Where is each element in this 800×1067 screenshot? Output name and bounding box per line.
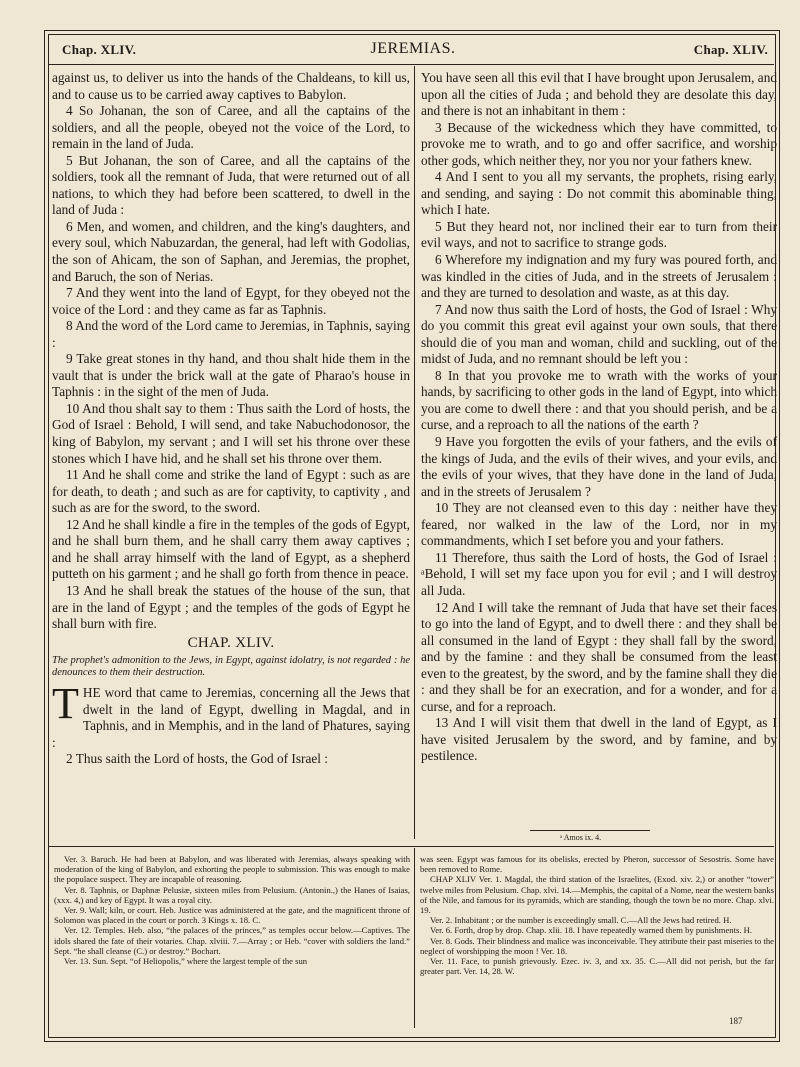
verse-paragraph: 13 And he shall break the statues of the house of the sun, that are in the land of Egypt ; and the temples of the gods of Egypt he shall burn with fire. <box>52 582 410 632</box>
footnote: was seen. Egypt was famous for its obelisks, erected by Pheron, successor of Sesostris. Some have been removed to Rome. <box>420 854 774 875</box>
verse-paragraph: 7 And they went into the land of Egypt, for they obeyed not the voice of the Lord : and they came as far as Taphnis. <box>52 285 410 317</box>
verse-paragraph: 10 And thou shalt say to them : Thus saith the Lord of hosts, the God of Israel : Behold, I will send, and take Nabuchodonosor, the king of Babylon, my servant ; and I will set his throne over these stones which I have hid, and he shall set his throne over them. <box>52 400 410 466</box>
verse-paragraph: 8 And the word of the Lord came to Jeremias, in Taphnis, saying : <box>52 318 410 350</box>
verse-paragraph: against us, to deliver us into the hands of the Chaldeans, to kill us, and to cause us to be carried away captives to Babylon. <box>52 70 410 102</box>
running-header <box>58 40 768 64</box>
cross-reference: ᵃ Amos ix. 4. <box>560 833 602 842</box>
verse-paragraph: You have seen all this evil that I have brought upon Jerusalem, and upon all the cities of Juda ; and behold they are desolate this day, and there is not an inhabitant in them : <box>421 70 777 119</box>
chapter-title: CHAP. XLIV. <box>187 634 275 651</box>
verse-paragraph: 4 So Johanan, the son of Caree, and all the captains of the soldiers, and all the people, obeyed not the voice of the Lord, to remain in the land of Juda. <box>52 103 410 152</box>
verse-paragraph: 6 Wherefore my indignation and my fury was poured forth, and was kindled in the cities of Juda, and in the streets of Jerusalem : and they are turned to desolation and waste, as at this day. <box>421 252 777 301</box>
header-chapter-right: Chap. XLIV. <box>693 42 768 57</box>
verse-paragraph: 12 And I will take the remnant of Juda that have set their faces to go into the land of Egypt, and to dwell there : and they shall be all consumed in the land of Egypt : they shall fall by the sword, and by the famine : and they shall be consumed from the least even to the greatest, by the sword, and by the famine shall they die : and they shall be for an execration, and for a wonder, and for a curse, and for a reproach. <box>421 599 777 714</box>
verse-paragraph: 11 And he shall come and strike the land of Egypt : such as are for death, to death ; and such as are for captivity, to captivity , and such as are for the sword, to the sword. <box>52 467 410 516</box>
footnote: Ver. 3. Baruch. He had been at Babylon, and was liberated with Jeremias, always speaking with moderation of the king of Babylon, and exhorting the people to submission. This was enough to make the populace suspect. They are incapable of reasoning. <box>54 854 410 885</box>
header-rule <box>48 64 774 65</box>
verse-paragraph: 9 Take great stones in thy hand, and thou shalt hide them in the vault that is under the brick wall at the gate of Pharao's house in Taphnis : in the sight of the men of Juda. <box>52 351 410 400</box>
footnote: Ver. 2. Inhabitant ; or the number is exceedingly small. C.—All the Jews had retired. H. <box>430 915 732 926</box>
drop-cap-letter: T <box>52 679 79 729</box>
verse-paragraph: 7 And now thus saith the Lord of hosts, the God of Israel : Why do you commit this great evil against your own souls, that there should die of you man and woman, child and suckling, out of the midst of Juda, and no remnant should be left you : <box>421 301 777 367</box>
first-verse-text: HE word that came to Jeremias, concerning all the Jews that dwelt in the land of Egypt, dwelling in Magdal, and in Taphnis, and in Memphis, and in the land of Phatures, saying : <box>52 685 410 750</box>
cross-reference-rule <box>530 830 650 831</box>
header-chapter-left: Chap. XLIV. <box>62 42 137 57</box>
left-text-column <box>52 70 410 768</box>
verse-paragraph: 2 Thus saith the Lord of hosts, the God of Israel : <box>66 751 328 767</box>
verse-paragraph: 9 Have you forgotten the evils of your fathers, and the evils of the kings of Juda, and the evils of their wives, and your evils, and the evils of your wives, that they have done in the land of Juda, and in the streets of Jerusalem ? <box>421 434 777 499</box>
footnotes-left <box>54 854 410 966</box>
verse-paragraph: 3 Because of the wickedness which they have committed, to provoke me to wrath, and to go and offer sacrifice, and worship other gods, which neither they, nor you nor your fathers knew. <box>421 119 777 168</box>
footnote: Ver. 8. Taphnis, or Daphnæ Pelusiæ, sixteen miles from Pelusium. (Antonin.,) the Hanes of Isaias, (xxx. 4,) and key of Egypt. It was a royal city. <box>54 884 410 905</box>
column-divider <box>414 66 415 839</box>
verse-paragraph: 12 And he shall kindle a fire in the temples of the gods of Egypt, and he shall burn them, and he shall carry them away captives ; and he shall array himself with the land of Egypt, as a shepherd putteth on his garment ; and he shall go forth from thence in peace. <box>52 516 410 582</box>
page-number: 187 <box>729 1016 743 1026</box>
verse-paragraph: 10 They are not cleansed even to this day : neither have they feared, nor walked in the law of the Lord, nor in my commandments, which I set before you and your fathers. <box>421 500 777 549</box>
chapter-summary: The prophet's admonition to the Jews, in Egypt, against idolatry, is not regarded : he denounces to them their destruction. <box>52 655 410 679</box>
chapter-first-verse <box>52 679 410 751</box>
footnote: Ver. 9. Wall; kiln, or court. Heb. Justice was administered at the gate, and the magnificent throne of Solomon was placed in the court or porch. 3 Kings x. 18. C. <box>54 905 410 926</box>
header-book-title: JEREMIAS. <box>370 40 456 57</box>
notes-divider <box>414 848 415 1028</box>
footnote: Ver. 8. Gods. Their blindness and malice was inconceivable. They attribute their past miseries to the neglect of worshipping the moon ! Ver. 18. <box>420 935 774 956</box>
verse-paragraph: 8 In that you provoke me to wrath with the works of your hands, by sacrificing to other gods in the land of Egypt, into which you are come to dwell there : and that you should perish, and be a curse, and a reproach to all the nations of the earth ? <box>421 367 777 433</box>
footnote: CHAP XLIV Ver. 1. Magdal, the third station of the Israelites, (Exod. xiv. 2,) or another “tower” twelve miles from Pelusium. Chap. xlvi. 14.—Memphis, the capital of a Nome, near the western banks of the Nile, and famous for its pyramids, which are standing, though the town be no more. Chap. xlvi. 19. <box>420 874 774 916</box>
footnote: Ver. 6. Forth, drop by drop. Chap. xlii. 18. I have repeatedly warned them by punishments. H. <box>430 925 752 936</box>
verse-paragraph: 5 But Johanan, the son of Caree, and all the captains of the soldiers, took all the remnant of Juda, that were returned out of all nations, to which they had before been scattered, to dwell in the land of Juda : <box>52 152 410 218</box>
footnotes-right <box>420 854 774 976</box>
verse-paragraph: 11 Therefore, thus saith the Lord of hosts, the God of Israel : ᵃBehold, I will set my face upon you for evil ; and I will destroy all Juda. <box>421 549 777 598</box>
verse-paragraph: 13 And I will visit them that dwell in the land of Egypt, as I have visited Jerusalem by the sword, and by famine, and by pestilence. <box>421 715 777 764</box>
footnote: Ver. 11. Face, to punish grievously. Ezec. iv. 3, and xx. 35. C.—All did not perish, but the far greater part. Ver. 14, 28. W. <box>420 956 774 977</box>
footnote: Ver. 12. Temples. Heb. also, “the palaces of the princes,” as temples occur below.—Captives. The idols shared the fate of their votaries. Chap. xlviii. 7.—Array ; or Heb. “cover with soldiers the land.” Sept. “he shall cleanse (C.) or destroy.” Bochart. <box>54 925 410 956</box>
verse-paragraph: 5 But they heard not, nor inclined their ear to turn from their evil ways, and not to sacrifice to strange gods. <box>421 218 777 251</box>
footnote: Ver. 13. Sun. Sept. “of Heliopolis,” where the largest temple of the sun <box>64 956 308 967</box>
notes-rule <box>48 846 774 847</box>
verse-paragraph: 6 Men, and women, and children, and the king's daughters, and every soul, which Nabuzardan, the general, had left with Godolias, the son of Ahicam, the son of Saphan, and Jeremias, the prophet, and Baruch, the son of Nerias. <box>52 218 410 284</box>
verse-paragraph: 4 And I sent to you all my servants, the prophets, rising early, and sending, and saying : Do not commit this abominable thing, which I hate. <box>421 169 777 218</box>
right-text-column <box>421 70 777 765</box>
